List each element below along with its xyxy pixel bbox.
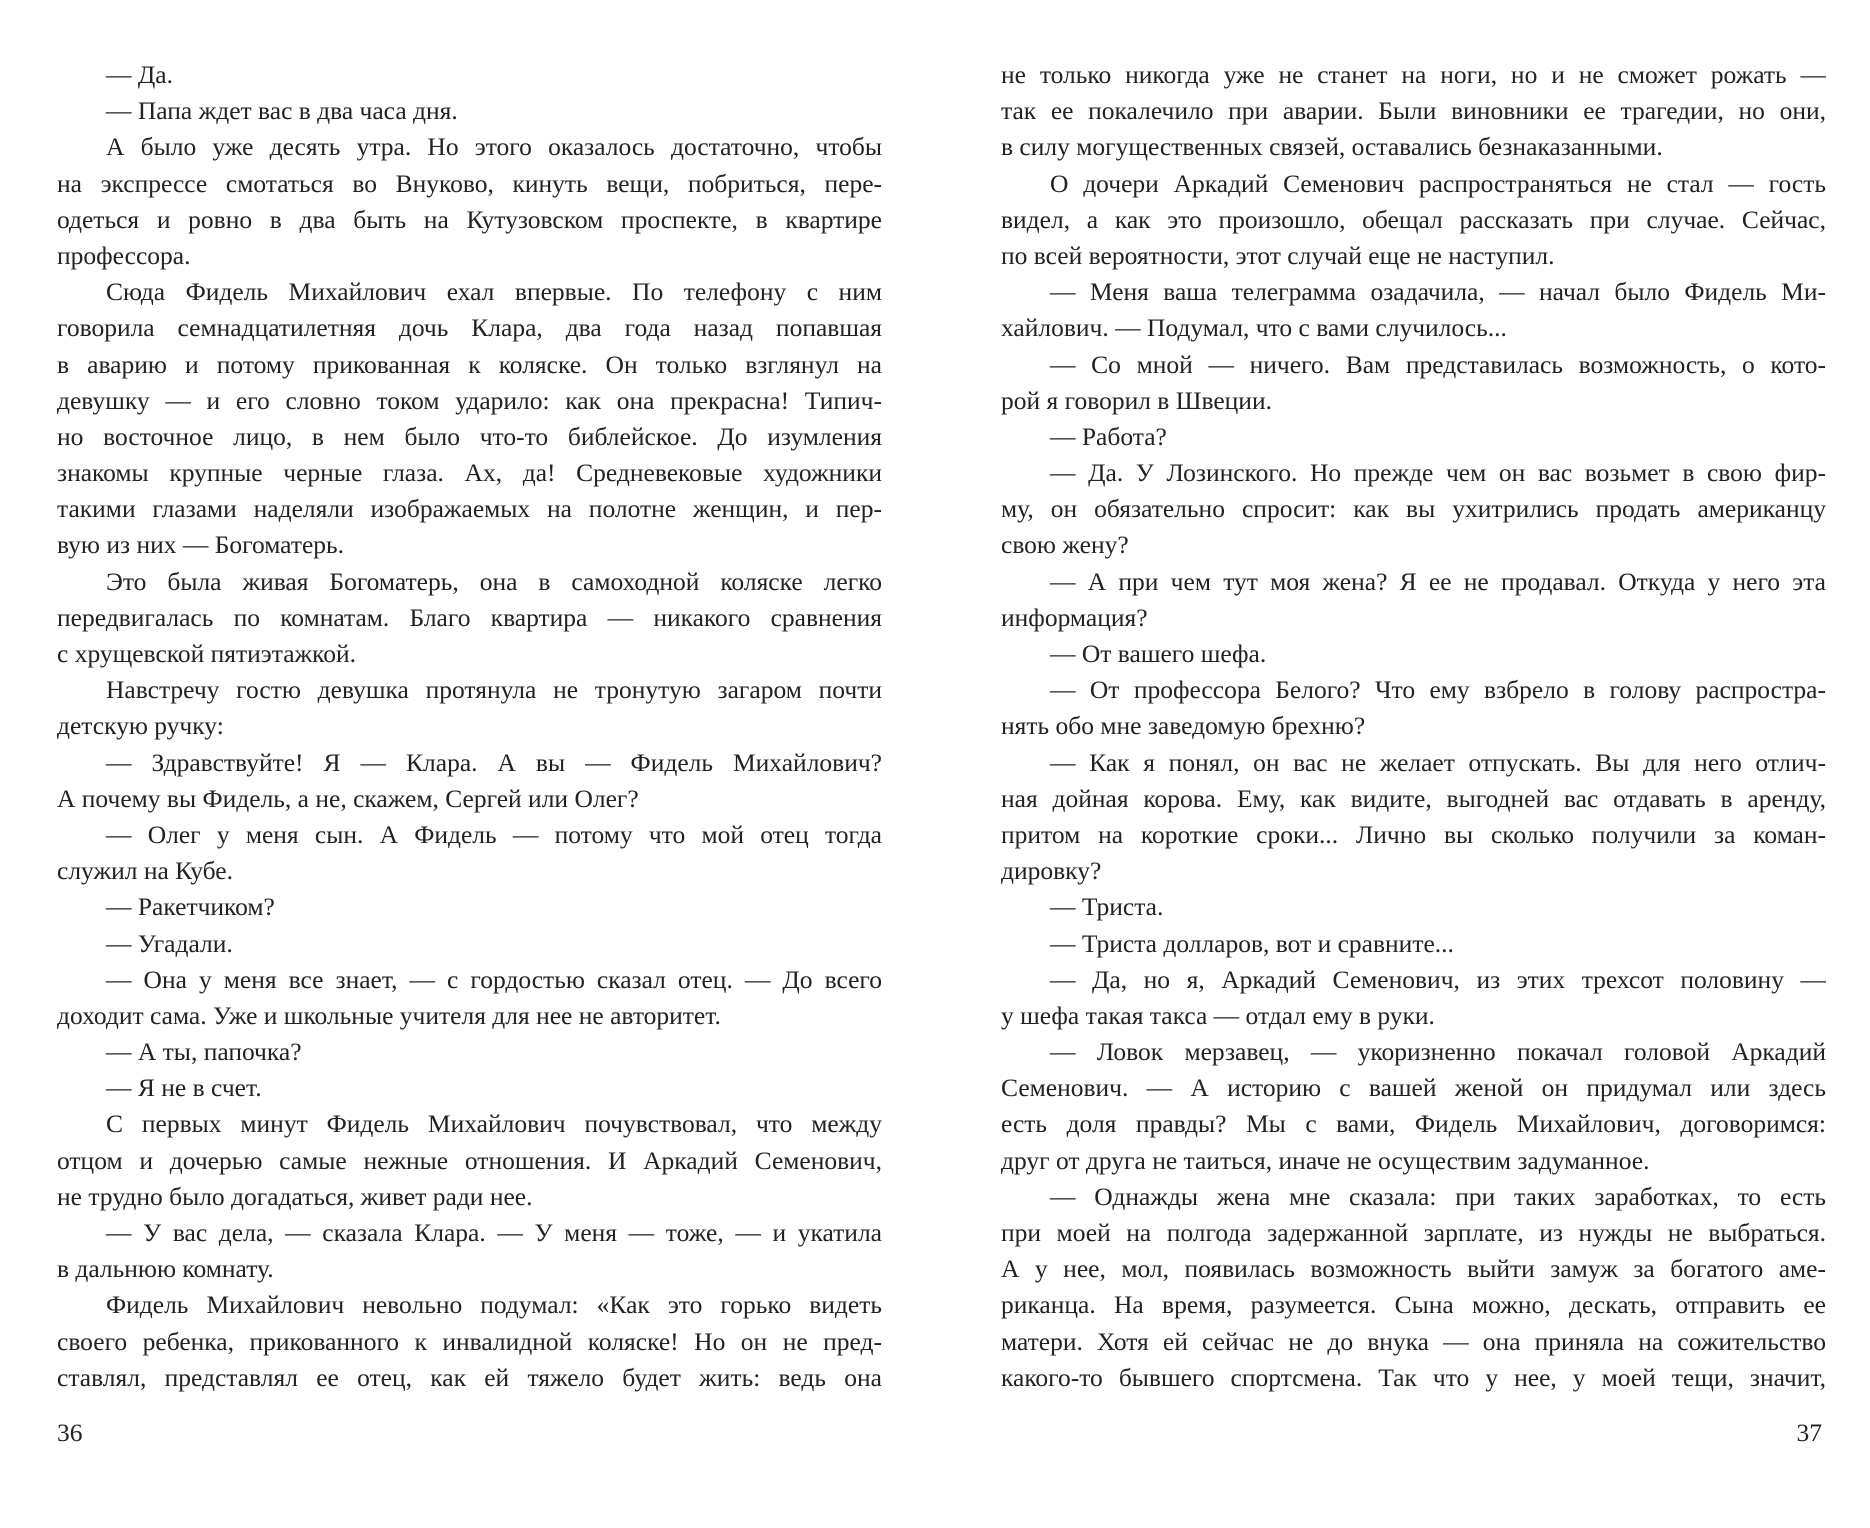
- text-line: рой я говорил в Швеции.: [1001, 385, 1272, 415]
- text-line: — Да. У Лозинского. Но прежде чем он вас возьмет в свою фир-: [1050, 458, 1826, 488]
- text-line: друг от друга не таиться, иначе не осуществим задуманное.: [1001, 1145, 1650, 1175]
- text-line: риканца. На время, разумеется. Сына можно, дескать, отправить ее: [1001, 1290, 1826, 1320]
- text-line: Сюда Фидель Михайлович ехал впервые. По телефону с ним: [106, 277, 882, 307]
- text-line: — Да, но я, Аркадий Семенович, из этих трехсот половину —: [1050, 964, 1826, 994]
- right-page-text: [1001, 57, 1826, 1396]
- text-line: но восточное лицо, в нем было что-то библейское. До изумления: [57, 421, 882, 451]
- text-line: му, он обязательно спросит: как вы ухитрились продать американцу: [1001, 494, 1826, 524]
- text-line: Навстречу гостю девушка протянула не тронутую загаром почти: [106, 675, 882, 705]
- text-line: О дочери Аркадий Семенович распространяться не стал — гость: [1050, 168, 1826, 198]
- text-line: — А при чем тут моя жена? Я ее не продавал. Откуда у него эта: [1050, 566, 1826, 596]
- text-line: в дальнюю комнату.: [57, 1254, 274, 1284]
- page-number: 36: [57, 1418, 83, 1447]
- text-line: при моей на полгода задержанной зарплате, из нужды не выбраться.: [1001, 1218, 1826, 1247]
- text-line: доходит сама. Уже и школьные учителя для нее не авторитет.: [57, 1000, 721, 1030]
- text-line: Семенович. — А историю с вашей женой он придумал или здесь: [1001, 1073, 1826, 1103]
- text-line: притом на короткие сроки... Лично вы сколько получили за коман-: [1001, 819, 1826, 849]
- text-line: одеться и ровно в два быть на Кутузовском проспекте, в квартире: [57, 204, 882, 234]
- text-line: — Папа ждет вас в два часа дня.: [106, 96, 458, 126]
- text-line: не только никогда уже не станет на ноги, но и не сможет рожать —: [1001, 60, 1826, 89]
- text-line: какого-то бывшего спортсмена. Так что у нее, у моей тещи, значит,: [1001, 1362, 1826, 1392]
- text-line: — Со мной — ничего. Вам представилась возможность, о кото-: [1050, 349, 1826, 379]
- text-line: отцом и дочерью самые нежные отношения. И Аркадий Семенович,: [57, 1145, 882, 1175]
- text-line: — От профессора Белого? Что ему взбрело в голову распростра-: [1050, 675, 1826, 705]
- left-page-text: [57, 57, 882, 1396]
- text-line: С первых минут Фидель Михайлович почувствовал, что между: [106, 1109, 882, 1139]
- text-line: — Она у меня все знает, — с гордостью сказал отец. — До всего: [106, 964, 882, 994]
- text-line: — Ловок мерзавец, — укоризненно покачал головой Аркадий: [1050, 1037, 1826, 1067]
- text-line: — Триста долларов, вот и сравните...: [1050, 928, 1454, 958]
- text-line: такими глазами наделяли изображаемых на полотне женщин, и пер-: [57, 494, 882, 524]
- text-line: в аварию и потому прикованная к коляске. Он только взглянул на: [57, 349, 882, 379]
- text-line: А почему вы Фидель, а не, скажем, Сергей или Олег?: [57, 783, 639, 813]
- text-line: свою жену?: [1001, 530, 1129, 560]
- text-line: — А ты, папочка?: [106, 1037, 302, 1067]
- text-line: — Триста.: [1050, 892, 1164, 922]
- text-line: — Однажды жена мне сказала: при таких заработках, то есть: [1050, 1181, 1826, 1211]
- text-line: с хрущевской пятиэтажкой.: [57, 639, 357, 668]
- text-line: — Меня ваша телеграмма озадачила, — начал было Фидель Ми-: [1050, 277, 1826, 307]
- text-line: ная дойная корова. Ему, как видите, выгодней вас отдавать в аренду,: [1001, 783, 1826, 813]
- text-line: нять обо мне заведомую брехню?: [1001, 711, 1366, 741]
- text-line: — Да.: [106, 60, 173, 89]
- text-line: хайлович. — Подумал, что с вами случилось...: [1001, 313, 1507, 343]
- text-line: информация?: [1001, 602, 1148, 632]
- text-line: детскую ручку:: [57, 711, 224, 741]
- text-line: А было уже десять утра. Но этого оказалось достаточно, чтобы: [106, 132, 882, 162]
- text-line: на экспрессе смотаться во Внуково, кинуть вещи, побриться, пере-: [57, 168, 882, 198]
- text-line: говорила семнадцатилетняя дочь Клара, два года назад попавшая: [57, 313, 882, 343]
- text-line: знакомы крупные черные глаза. Ах, да! Средневековые художники: [57, 458, 882, 488]
- text-line: Фидель Михайлович невольно подумал: «Как это горько видеть: [106, 1290, 882, 1320]
- right-page: [935, 0, 1870, 1528]
- page-number: 37: [1796, 1418, 1822, 1447]
- text-line: дировку?: [1001, 856, 1102, 886]
- text-line: есть доля правды? Мы с вами, Фидель Михайлович, договоримся:: [1001, 1109, 1826, 1139]
- text-line: — У вас дела, — сказала Клара. — У меня — тоже, — и укатила: [106, 1218, 882, 1247]
- text-line: — Здравствуйте! Я — Клара. А вы — Фидель Михайлович?: [106, 747, 882, 777]
- text-line: по всей вероятности, этот случай еще не наступил.: [1001, 240, 1555, 270]
- text-line: передвигалась по комнатам. Благо квартира — никакого сравнения: [57, 602, 882, 632]
- text-line: — Угадали.: [106, 928, 233, 958]
- text-line: профессора.: [57, 240, 191, 270]
- text-line: — От вашего шефа.: [1050, 639, 1267, 668]
- text-line: своего ребенка, прикованного к инвалидной коляске! Но он не пред-: [57, 1326, 882, 1356]
- text-line: у шефа такая такса — отдал ему в руки.: [1001, 1000, 1435, 1030]
- text-line: служил на Кубе.: [57, 856, 233, 886]
- text-line: в силу могущественных связей, оставались безнаказанными.: [1001, 132, 1663, 162]
- text-line: Это была живая Богоматерь, она в самоходной коляске легко: [106, 566, 882, 596]
- text-line: вую из них — Богоматерь.: [57, 530, 345, 560]
- text-line: девушку — и его словно током ударило: как она прекрасна! Типич-: [57, 385, 882, 415]
- text-line: не трудно было догадаться, живет ради нее.: [57, 1181, 533, 1211]
- text-line: — Ракетчиком?: [106, 892, 275, 922]
- text-line: — Я не в счет.: [106, 1073, 262, 1103]
- text-line: так ее покалечило при аварии. Были виновники ее трагедии, но они,: [1001, 96, 1826, 126]
- text-line: А у нее, мол, появилась возможность выйти замуж за богатого аме-: [1001, 1254, 1826, 1284]
- text-line: матери. Хотя ей сейчас не до внука — она приняла на сожительство: [1001, 1326, 1826, 1356]
- text-line: — Работа?: [1050, 421, 1167, 451]
- text-line: — Как я понял, он вас не желает отпускать. Вы для него отлич-: [1050, 747, 1826, 777]
- text-line: — Олег у меня сын. А Фидель — потому что мой отец тогда: [106, 819, 882, 849]
- text-line: видел, а как это произошло, обещал рассказать при случае. Сейчас,: [1001, 204, 1826, 234]
- text-line: ставлял, представлял ее отец, как ей тяжело будет жить: ведь она: [57, 1362, 882, 1392]
